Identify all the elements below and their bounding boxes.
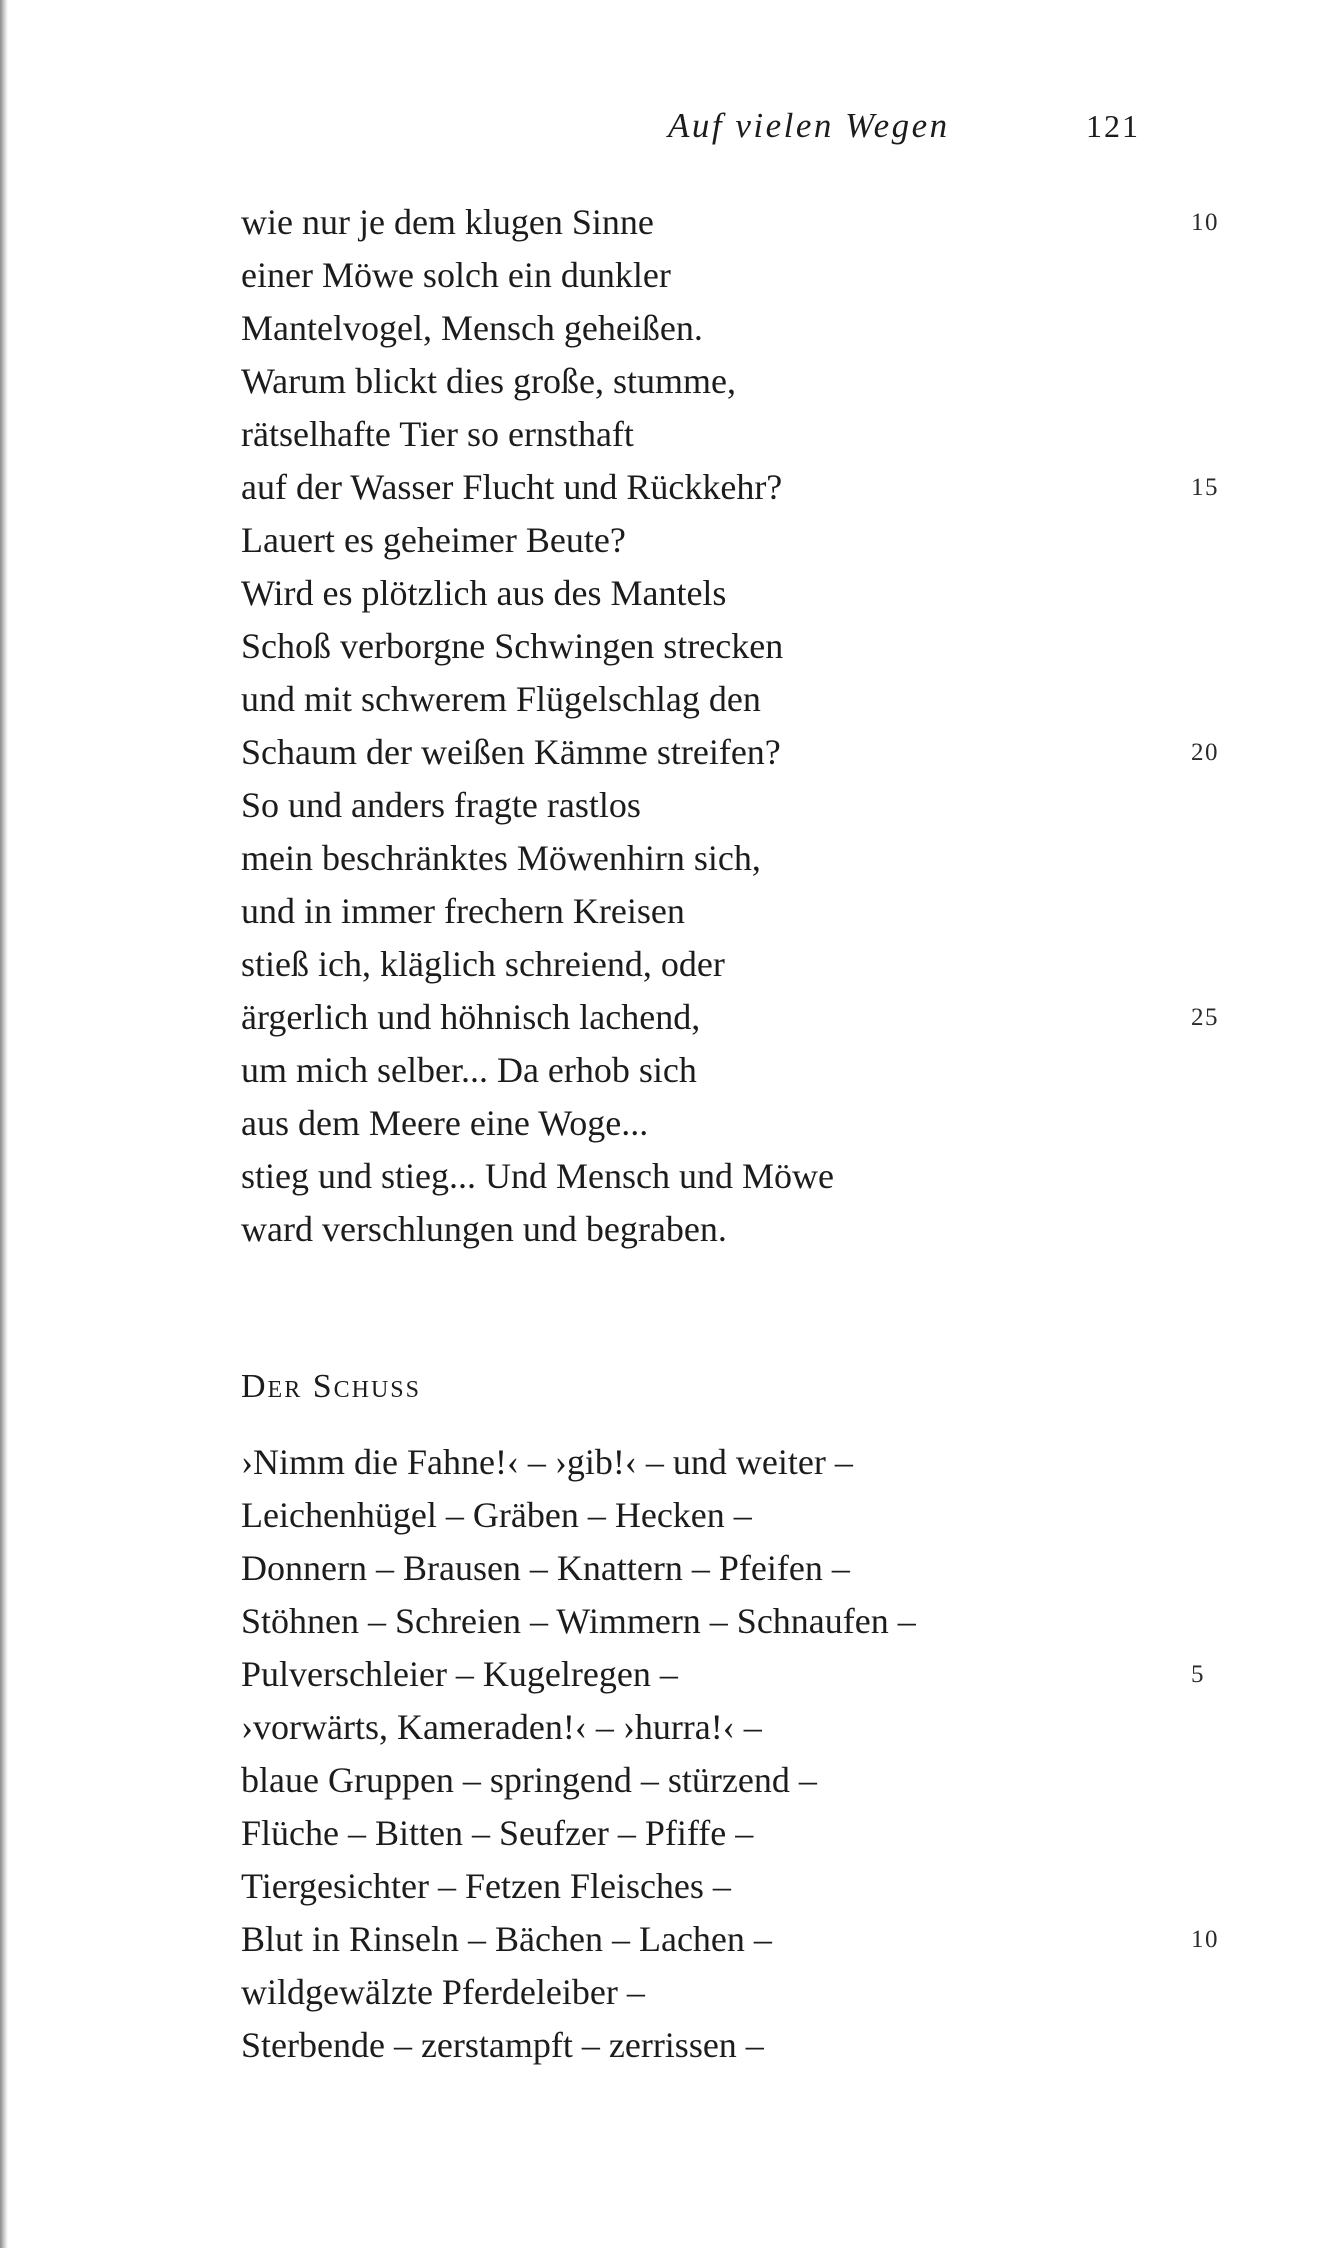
line-number: 5 xyxy=(1191,1661,1205,1688)
poem-der-schuss-stanza xyxy=(241,1436,1219,2072)
verse-line xyxy=(241,355,1191,408)
verse-line xyxy=(241,779,1191,832)
verse-text: wildgewälzte Pferdeleiber – xyxy=(241,1972,645,2012)
verse-line xyxy=(241,726,1219,779)
verse-line xyxy=(241,620,1191,673)
verse-text: Wird es plötzlich aus des Mantels xyxy=(241,573,727,613)
verse-line xyxy=(241,1966,1191,2019)
verse-line xyxy=(241,1754,1191,1807)
line-number: 10 xyxy=(1191,209,1219,236)
verse-text: rätselhafte Tier so ernsthaft xyxy=(241,414,634,454)
running-head: Auf vielen Wegen xyxy=(668,106,950,145)
verse-text: So und anders fragte rastlos xyxy=(241,785,641,825)
verse-text: Mantelvogel, Mensch geheißen. xyxy=(241,308,703,348)
verse-line xyxy=(241,1860,1191,1913)
verse-text: aus dem Meere eine Woge... xyxy=(241,1103,649,1143)
verse-line xyxy=(241,1203,1191,1256)
verse-text: Leichenhügel – Gräben – Hecken – xyxy=(241,1495,752,1535)
verse-line xyxy=(241,1648,1205,1701)
page-number: 121 xyxy=(1086,108,1140,144)
verse-line xyxy=(241,196,1219,249)
verse-text: ›vorwärts, Kameraden!‹ – ›hurra!‹ – xyxy=(241,1707,762,1747)
verse-text: ärgerlich und höhnisch lachend, xyxy=(241,997,701,1037)
verse-line xyxy=(241,938,1191,991)
verse-line xyxy=(241,1542,1191,1595)
verse-text: auf der Wasser Flucht und Rückkehr? xyxy=(241,467,783,507)
verse-line xyxy=(241,514,1191,567)
poem-title: Der Schuss xyxy=(241,1368,421,1405)
verse-text: Pulverschleier – Kugelregen – xyxy=(241,1654,678,1694)
verse-line xyxy=(241,2019,1191,2072)
verse-line xyxy=(241,1913,1219,1966)
verse-text: Sterbende – zerstampft – zerrissen – xyxy=(241,2025,764,2065)
line-number: 25 xyxy=(1191,1004,1219,1031)
verse-line xyxy=(241,408,1191,461)
verse-text: einer Möwe solch ein dunkler xyxy=(241,255,671,295)
verse-text: Stöhnen – Schreien – Wimmern – Schnaufen – xyxy=(241,1601,916,1641)
verse-line xyxy=(241,302,1191,355)
verse-text: Schaum der weißen Kämme streifen? xyxy=(241,732,781,772)
verse-text: wie nur je dem klugen Sinne xyxy=(241,202,654,242)
page-edge-shadow xyxy=(0,0,8,2248)
verse-text: Donnern – Brausen – Knattern – Pfeifen – xyxy=(241,1548,850,1588)
verse-text: ward verschlungen und begraben. xyxy=(241,1209,727,1249)
verse-line xyxy=(241,832,1191,885)
verse-text: mein beschränktes Möwenhirn sich, xyxy=(241,838,761,878)
verse-line xyxy=(241,1097,1191,1150)
verse-text: und in immer frechern Kreisen xyxy=(241,891,685,931)
line-number: 10 xyxy=(1191,1926,1219,1953)
verse-line xyxy=(241,1436,1191,1489)
verse-line xyxy=(241,673,1191,726)
verse-text: ›Nimm die Fahne!‹ – ›gib!‹ – und weiter – xyxy=(241,1442,853,1482)
verse-line xyxy=(241,1489,1191,1542)
verse-text: blaue Gruppen – springend – stürzend – xyxy=(241,1760,817,1800)
verse-line xyxy=(241,461,1219,514)
verse-text: Schoß verborgne Schwingen strecken xyxy=(241,626,784,666)
verse-line xyxy=(241,1595,1191,1648)
verse-line xyxy=(241,991,1219,1044)
verse-line xyxy=(241,567,1191,620)
verse-text: stieg und stieg... Und Mensch und Möwe xyxy=(241,1156,834,1196)
verse-text: Lauert es geheimer Beute? xyxy=(241,520,626,560)
verse-text: und mit schwerem Flügelschlag den xyxy=(241,679,761,719)
verse-line xyxy=(241,1701,1191,1754)
verse-text: Tiergesichter – Fetzen Fleisches – xyxy=(241,1866,731,1906)
verse-line xyxy=(241,1807,1191,1860)
verse-line xyxy=(241,1150,1191,1203)
verse-text: um mich selber... Da erhob sich xyxy=(241,1050,697,1090)
verse-text: Warum blickt dies große, stumme, xyxy=(241,361,736,401)
verse-text: Blut in Rinseln – Bächen – Lachen – xyxy=(241,1919,772,1959)
verse-text: stieß ich, kläglich schreiend, oder xyxy=(241,944,725,984)
verse-line xyxy=(241,1044,1191,1097)
verse-line xyxy=(241,885,1191,938)
poem-continuation-stanza xyxy=(241,196,1219,1256)
line-number: 15 xyxy=(1191,474,1219,501)
line-number: 20 xyxy=(1191,739,1219,766)
verse-text: Flüche – Bitten – Seufzer – Pfiffe – xyxy=(241,1813,754,1853)
verse-line xyxy=(241,249,1191,302)
